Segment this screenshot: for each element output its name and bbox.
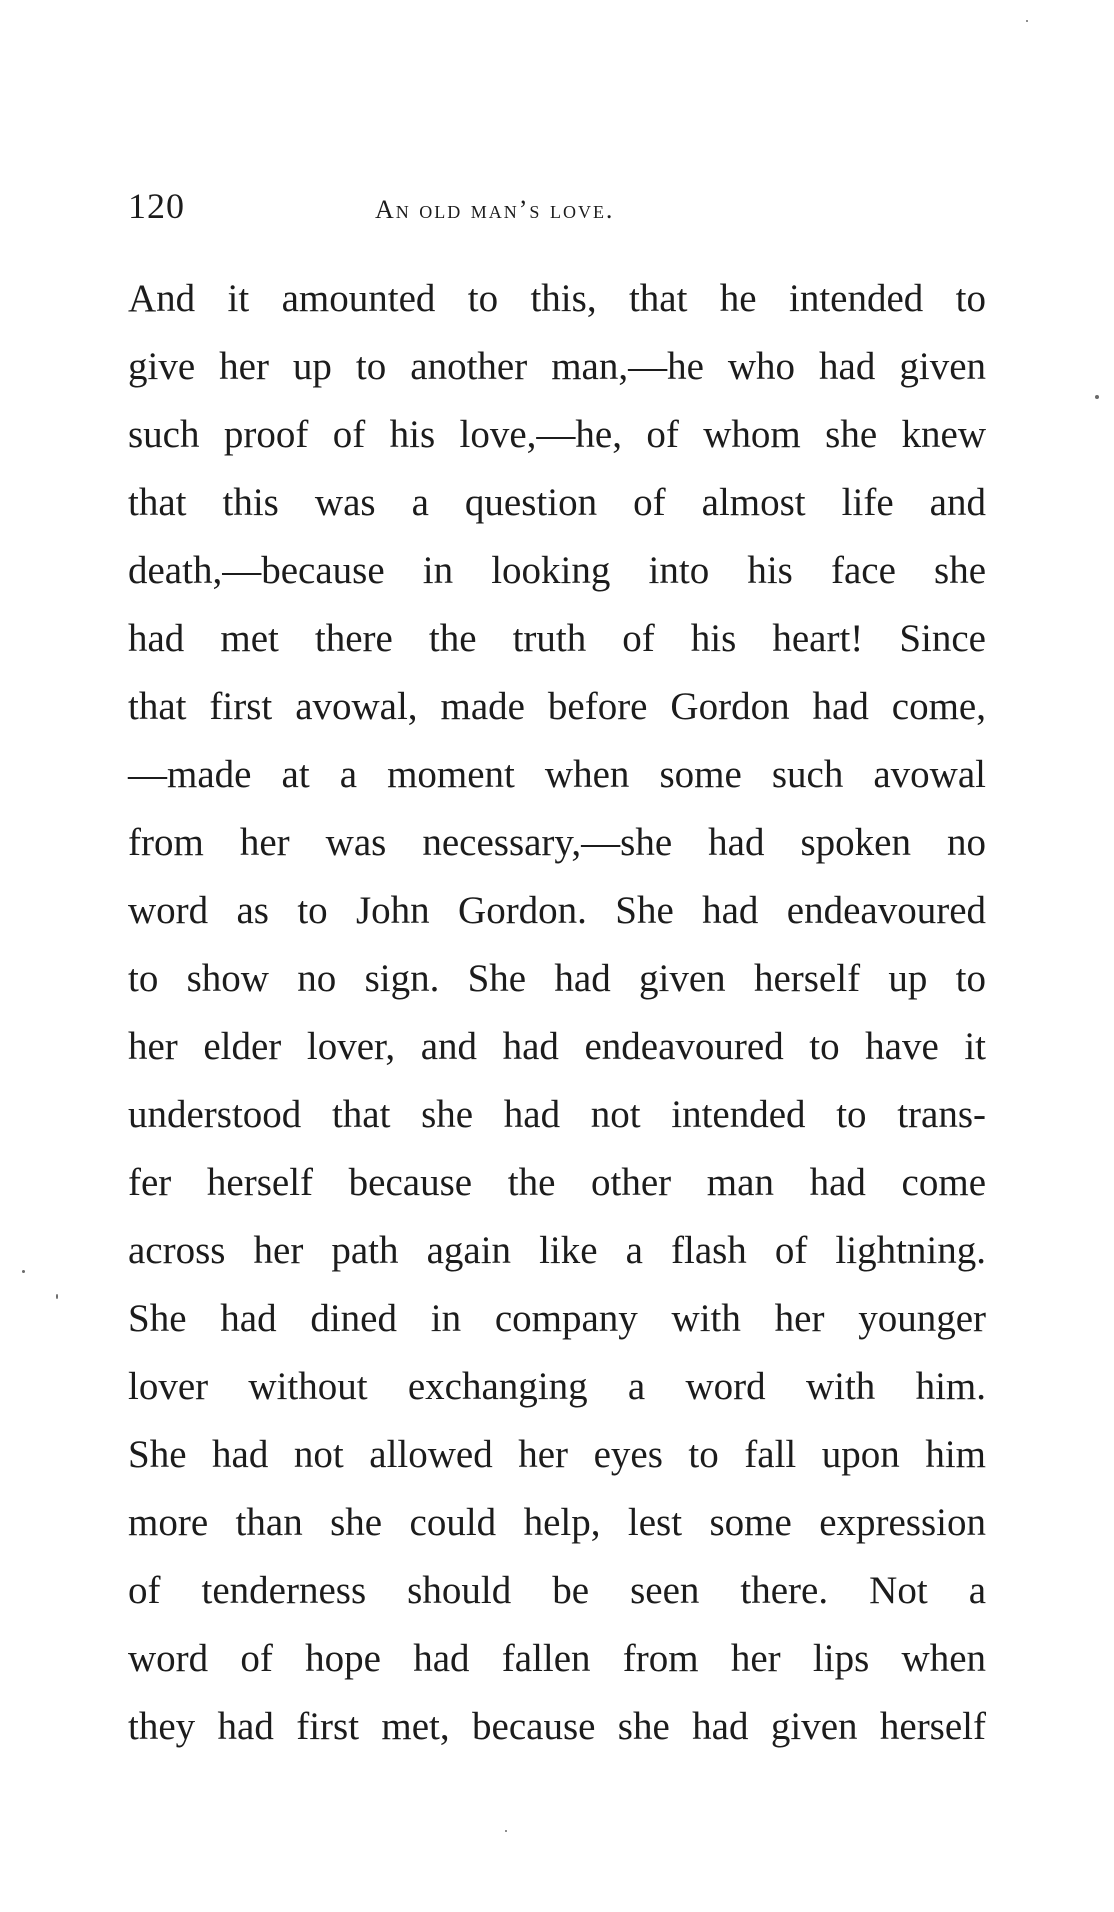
- text-line: her elder lover, and had endeavoured to have it: [128, 1025, 986, 1068]
- running-title: an old man’s love.: [375, 195, 615, 224]
- text-line: to show no sign. She had given herself up to: [128, 957, 986, 1000]
- print-speck: [1026, 20, 1028, 22]
- text-line: that first avowal, made before Gordon had come,: [128, 685, 986, 728]
- page-number: 120: [128, 186, 185, 226]
- text-line: that this was a question of almost life and: [128, 481, 986, 524]
- text-line: more than she could help, lest some expression: [128, 1501, 986, 1544]
- text-line: lover without exchanging a word with him.: [128, 1365, 986, 1408]
- text-line: they had first met, because she had given herself: [128, 1705, 986, 1748]
- text-line: She had dined in company with her younger: [128, 1297, 986, 1340]
- print-speck: [505, 1830, 507, 1832]
- text-line: word as to John Gordon. She had endeavoured: [128, 889, 986, 932]
- text-line: such proof of his love,—he, of whom she knew: [128, 413, 986, 456]
- running-head: [128, 176, 986, 236]
- text-line: And it amounted to this, that he intended to: [128, 277, 986, 320]
- text-line: of tenderness should be seen there. Not a: [128, 1569, 986, 1612]
- print-speck: [22, 1270, 25, 1273]
- text-line: give her up to another man,—he who had given: [128, 345, 986, 388]
- text-line: across her path again like a flash of lightning.: [128, 1229, 986, 1272]
- text-line: had met there the truth of his heart! Since: [128, 617, 986, 660]
- print-speck: [1095, 395, 1099, 399]
- text-line: fer herself because the other man had come: [128, 1161, 986, 1204]
- text-line: understood that she had not intended to trans-: [128, 1093, 986, 1136]
- text-line: death,—because in looking into his face she: [128, 549, 986, 592]
- text-line: word of hope had fallen from her lips when: [128, 1637, 986, 1680]
- print-speck: [56, 1294, 58, 1299]
- body-text: [128, 265, 986, 1761]
- text-line: —made at a moment when some such avowal: [128, 753, 986, 796]
- text-line: She had not allowed her eyes to fall upon him: [128, 1433, 986, 1476]
- text-line: from her was necessary,—she had spoken no: [128, 821, 986, 864]
